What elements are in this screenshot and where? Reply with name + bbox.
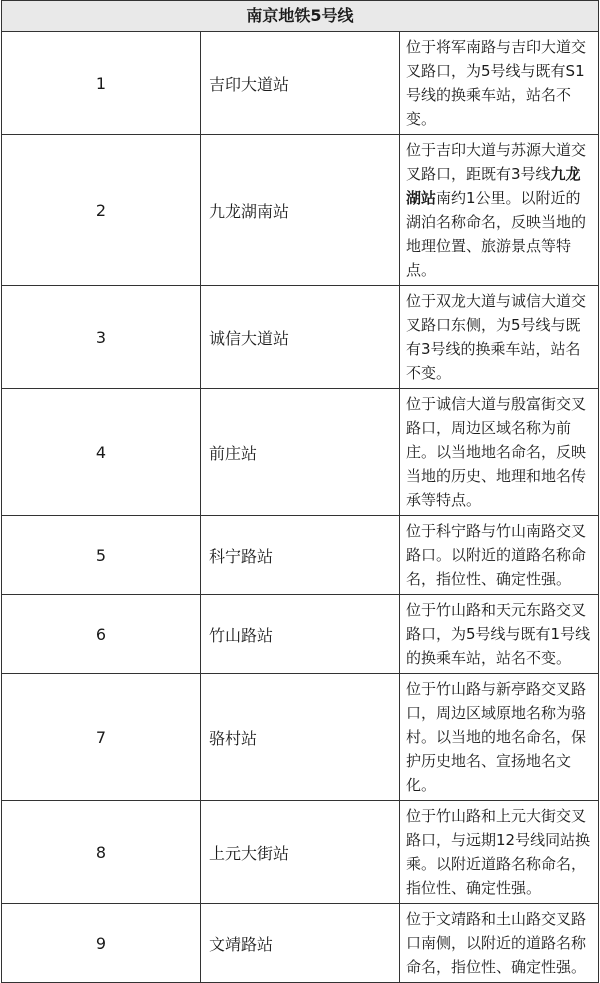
table-row — [2, 801, 599, 904]
row-number: 9 — [2, 904, 201, 983]
row-number: 6 — [2, 595, 201, 674]
table-row — [2, 516, 599, 595]
station-description: 位于将军南路与吉印大道交叉路口，为5号线与既有S1号线的换乘车站，站名不变。 — [400, 32, 599, 135]
table-row — [2, 32, 599, 135]
station-name: 竹山路站 — [201, 595, 400, 674]
table-row — [2, 286, 599, 389]
station-description: 位于科宁路与竹山南路交叉路口。以附近的道路名称命名，指位性、确定性强。 — [400, 516, 599, 595]
station-name: 吉印大道站 — [201, 32, 400, 135]
description-highlight: 九龙湖站 — [406, 165, 581, 207]
station-name: 九龙湖南站 — [201, 135, 400, 286]
table-title: 南京地铁5号线 — [2, 1, 599, 32]
station-description: 位于双龙大道与诚信大道交叉路口东侧，为5号线与既有3号线的换乘车站，站名不变。 — [400, 286, 599, 389]
station-name: 上元大街站 — [201, 801, 400, 904]
table-row — [2, 674, 599, 801]
row-number: 1 — [2, 32, 201, 135]
station-name: 骆村站 — [201, 674, 400, 801]
table-row — [2, 904, 599, 983]
station-name: 科宁路站 — [201, 516, 400, 595]
station-description: 位于竹山路和天元东路交叉路口，为5号线与既有1号线的换乘车站，站名不变。 — [400, 595, 599, 674]
station-name: 文靖路站 — [201, 904, 400, 983]
station-description: 位于竹山路和上元大街交叉路口，与远期12号线同站换乘。以附近道路名称命名，指位性、确定性强。 — [400, 801, 599, 904]
row-number: 2 — [2, 135, 201, 286]
table-row — [2, 389, 599, 516]
station-name: 诚信大道站 — [201, 286, 400, 389]
row-number: 7 — [2, 674, 201, 801]
row-number: 8 — [2, 801, 201, 904]
row-number: 3 — [2, 286, 201, 389]
table-row — [2, 595, 599, 674]
station-description — [400, 135, 599, 286]
table-title-row — [2, 1, 599, 32]
station-name: 前庄站 — [201, 389, 400, 516]
description-text: 南约1公里。以附近的湖泊名称命名，反映当地的地理位置、旅游景点等特点。 — [406, 189, 587, 279]
row-number: 5 — [2, 516, 201, 595]
station-description: 位于诚信大道与殷富街交叉路口，周边区域名称为前庄。以当地地名命名，反映当地的历史、地理和地名传承等特点。 — [400, 389, 599, 516]
station-description: 位于文靖路和土山路交叉路口南侧，以附近的道路名称命名，指位性、确定性强。 — [400, 904, 599, 983]
table-row — [2, 135, 599, 286]
row-number: 4 — [2, 389, 201, 516]
station-table — [1, 0, 599, 983]
station-description: 位于竹山路与新亭路交叉路口，周边区域原地名称为骆村。以当地的地名命名，保护历史地名、宣扬地名文化。 — [400, 674, 599, 801]
description-text: 位于吉印大道与苏源大道交叉路口，距既有3号线 — [406, 141, 587, 183]
